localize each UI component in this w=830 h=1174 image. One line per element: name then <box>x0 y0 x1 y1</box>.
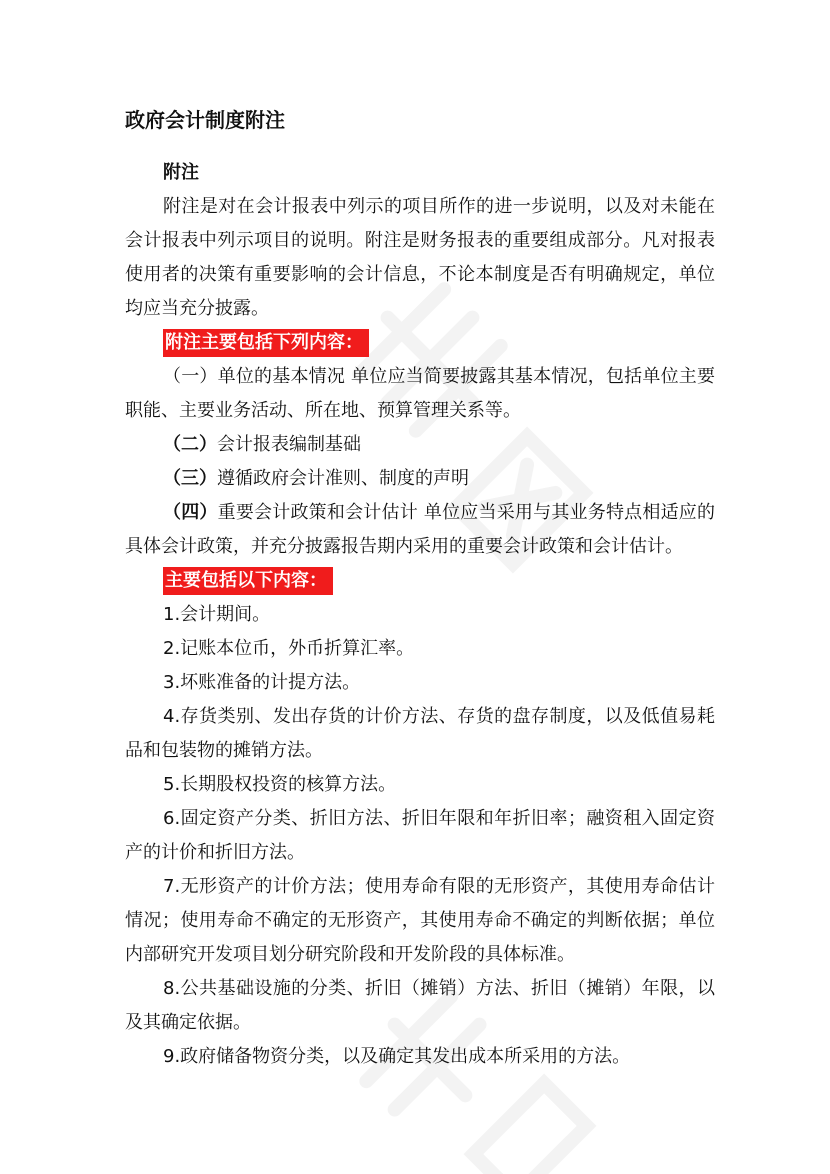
list-item: 7.无形资产的计价方法；使用寿命有限的无形资产，其使用寿命估计情况；使用寿命不确定的无形资产，其使用寿命不确定的判断依据；单位内部研究开发项目划分研究阶段和开发阶段的具体标准。 <box>125 876 715 965</box>
item-2-label: （二） <box>163 434 217 455</box>
list-item: 1.会计期间。 <box>163 604 271 625</box>
list-item: 4.存货类别、发出存货的计价方法、存货的盘存制度，以及低值易耗品和包装物的摊销方法。 <box>125 706 715 761</box>
highlight-contents-heading: 附注主要包括下列内容： <box>163 329 369 357</box>
item-4-paragraph <box>125 496 715 564</box>
highlight-row-2 <box>125 564 715 598</box>
highlight-row-1 <box>125 326 715 360</box>
item-4-text: 重要会计政策和会计估计 单位应当采用与其业务特点相适应的具体会计政策，并充分披露报告期内采用的重要会计政策和会计估计。 <box>125 502 715 557</box>
section-heading: 附注 <box>163 162 199 183</box>
item-4-label: （四） <box>163 502 218 523</box>
list-item: 3.坏账准备的计提方法。 <box>163 672 361 693</box>
item-2-paragraph <box>125 428 715 462</box>
item-1-text: 单位的基本情况 单位应当简要披露其基本情况，包括单位主要职能、主要业务活动、所在地、预算管理关系等。 <box>125 366 715 421</box>
document-title: 政府会计制度附注 <box>125 108 285 132</box>
item-2-text: 会计报表编制基础 <box>217 434 361 455</box>
list-item: 6.固定资产分类、折旧方法、折旧年限和年折旧率；融资租入固定资产的计价和折旧方法。 <box>125 808 715 863</box>
item-1-label: （一） <box>163 366 218 387</box>
list-item: 9.政府储备物资分类，以及确定其发出成本所采用的方法。 <box>163 1046 631 1067</box>
list-item: 5.长期股权投资的核算方法。 <box>163 774 397 795</box>
intro-paragraph: 附注是对在会计报表中列示的项目所作的进一步说明，以及对未能在会计报表中列示项目的说明。附注是财务报表的重要组成部分。凡对报表使用者的决策有重要影响的会计信息，不论本制度是否有明确规定，单位均应当充分披露。 <box>125 196 715 319</box>
item-3-label: （三） <box>163 468 217 489</box>
document-page <box>125 102 715 1074</box>
item-3-paragraph <box>125 462 715 496</box>
list-item: 2.记账本位币，外币折算汇率。 <box>163 638 415 659</box>
list-item: 8.公共基础设施的分类、折旧（摊销）方法、折旧（摊销）年限，以及其确定依据。 <box>125 978 715 1033</box>
highlight-list-heading: 主要包括以下内容： <box>163 567 333 595</box>
item-3-text: 遵循政府会计准则、制度的声明 <box>217 468 469 489</box>
item-1-paragraph <box>125 360 715 428</box>
